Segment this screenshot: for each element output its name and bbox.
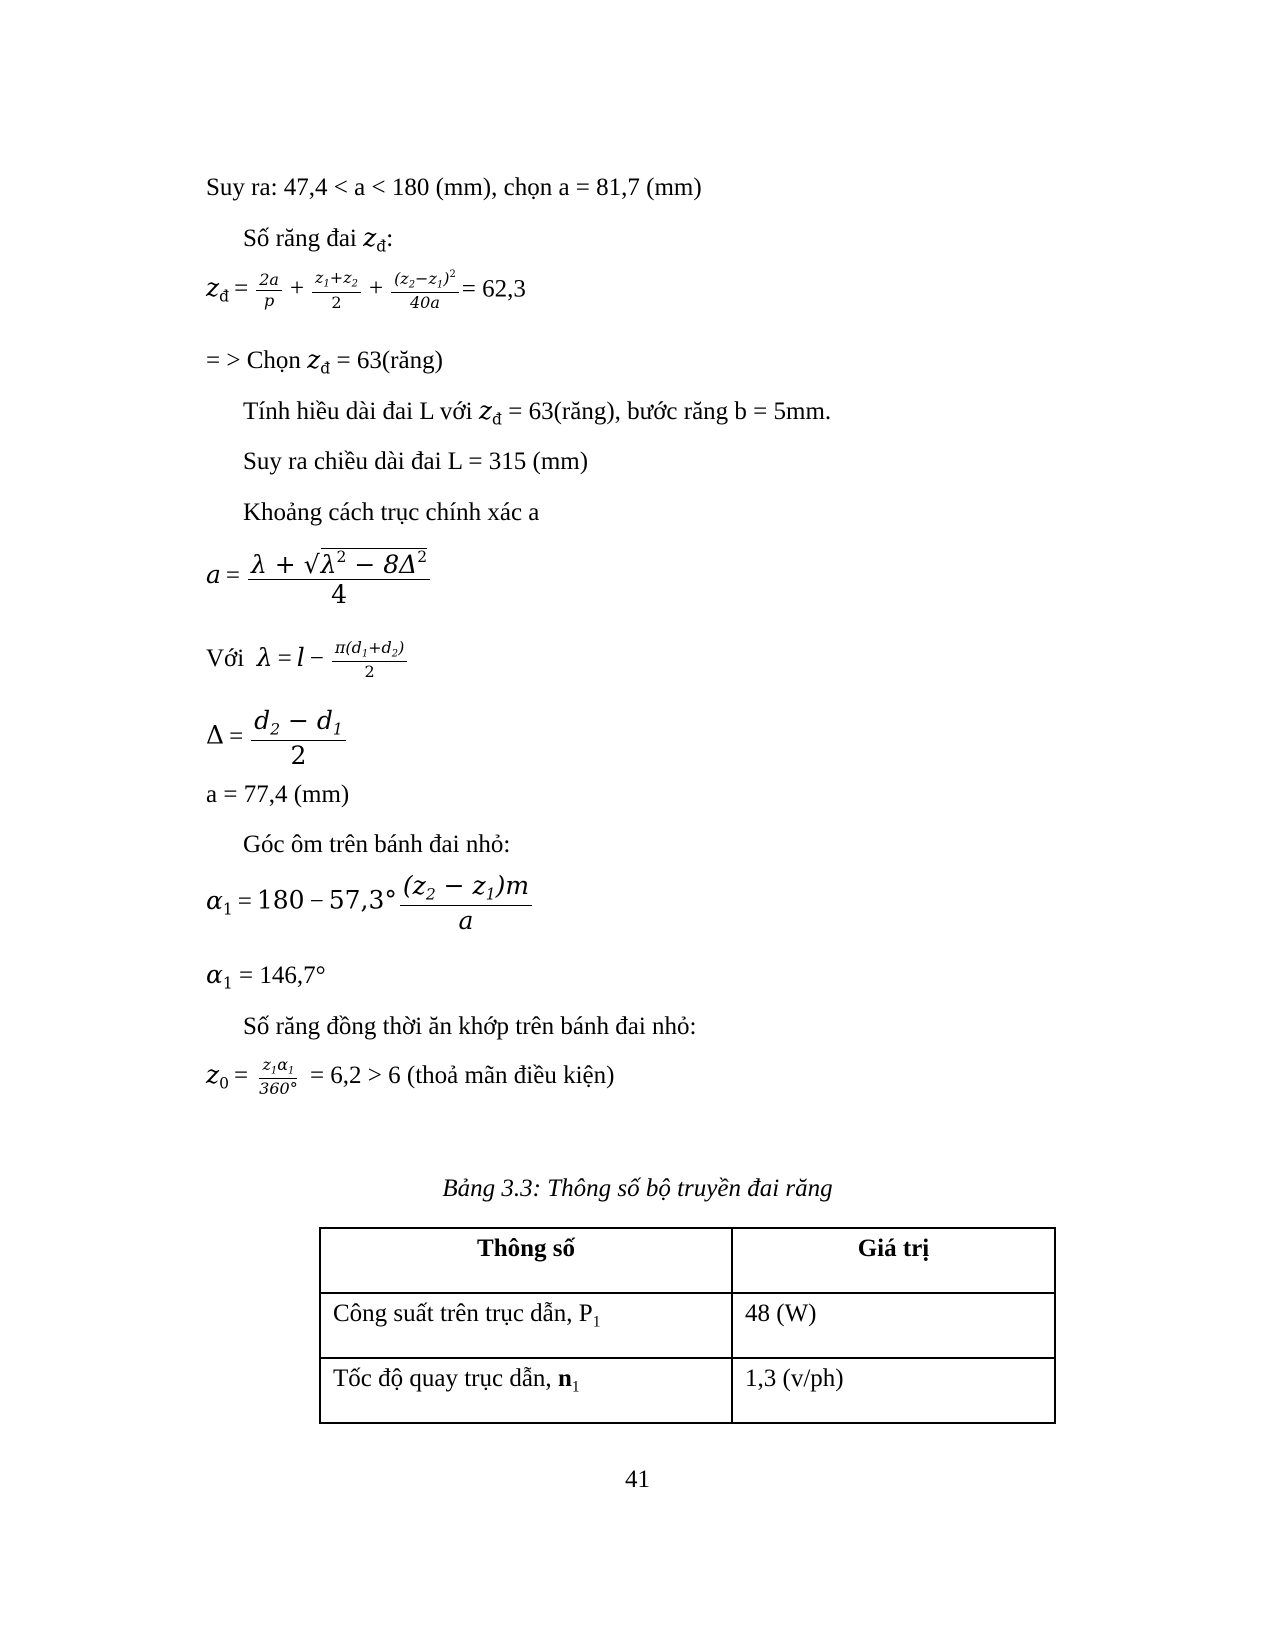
- label: Số răng đai: [243, 225, 364, 252]
- text-line-a-result: a = 77,4 (mm): [206, 781, 350, 808]
- label-pre: = > Chọn: [206, 347, 308, 374]
- cell-param: [320, 1358, 732, 1423]
- text-line-chieu-dai: Suy ra chiều dài đai L = 315 (mm): [243, 448, 589, 475]
- voi-label: Với: [206, 644, 245, 672]
- label-pre: Tính hiều dài đai L với: [243, 398, 479, 425]
- header-gia-tri: Giá trị: [732, 1228, 1055, 1293]
- text-line-tinh-chieu-dai: Tính hiều dài đai L với $z_đ$ = 63(răng), bước răng b = 5mm.: [243, 396, 832, 429]
- table-header-row: [320, 1228, 1055, 1293]
- text-line-suy-ra: Suy ra: 47,4 < a < 180 (mm), chọn a = 81,7 (mm): [206, 174, 702, 201]
- text-line-chon-zd: = > Chọn $z_đ$ = 63(răng): [206, 345, 443, 378]
- page-number: 41: [625, 1466, 650, 1493]
- z0-result: = 6,2 > 6 (thoả mãn điều kiện): [303, 1061, 615, 1089]
- header-thong-so: Thông số: [320, 1228, 732, 1293]
- formula-lambda: Với λ = l − $\frac{\pi(d_1+d_2)}{2}$: [206, 640, 410, 680]
- text-line-khoang-cach: Khoảng cách trục chính xác a: [243, 499, 540, 526]
- cell-param: [320, 1293, 732, 1358]
- table-caption: Bảng 3.3: Thông số bộ truyền đai răng: [442, 1175, 833, 1202]
- label-post: = 63(răng): [330, 347, 443, 374]
- formula-delta: Δ = $\frac{d_2 - d_1}{2}$: [206, 708, 349, 768]
- formula-zd: $z_đ$ = $\frac{2a}{p}$ + $\frac{z_1+z_2}{2}$ + $\frac{(z_2-z_1)^2}{40a}$ = 62,3: [206, 268, 526, 313]
- table-row: [320, 1293, 1055, 1358]
- param-sub: 1: [571, 1378, 580, 1396]
- zd-result: = 62,3: [461, 275, 526, 303]
- param-bold: n: [557, 1365, 572, 1392]
- text-line-alpha-result: $\alpha_1 = 146,7^\circ$: [206, 960, 326, 993]
- text-line-goc-om: Góc ôm trên bánh đai nhỏ:: [243, 831, 511, 858]
- cell-value: 48 (W): [732, 1293, 1055, 1358]
- cell-value: 1,3 (v/ph): [732, 1358, 1055, 1423]
- param-text: Công suất trên trục dẫn, P: [333, 1300, 593, 1327]
- table-row: [320, 1358, 1055, 1423]
- parameter-table: [319, 1227, 1056, 1424]
- formula-alpha: $\alpha_1 = 180 - 57,3^\circ$ $\frac{(z_2 - z_1)m}{a}$: [206, 873, 535, 933]
- param-sub: 1: [592, 1313, 601, 1331]
- label-post: = 63(răng), bước răng b = 5mm.: [501, 398, 832, 425]
- param-text: Tốc độ quay trục dẫn,: [333, 1365, 558, 1392]
- formula-z0: $z_0$ = $\frac{z_1\alpha_1}{360^\circ}$ = 6,2 > 6 (thoả mãn điều kiện): [206, 1055, 615, 1099]
- formula-a: a = $\frac{\lambda + √\lambda^2 - 8\Delta^2}{4}$: [206, 548, 433, 607]
- text-line-so-rang-an-khop: Số răng đồng thời ăn khớp trên bánh đai nhỏ:: [243, 1013, 697, 1040]
- text-line-so-rang-dai: Số răng đai $z_đ$:: [243, 223, 394, 256]
- alpha-value: = 146,7°: [232, 962, 326, 989]
